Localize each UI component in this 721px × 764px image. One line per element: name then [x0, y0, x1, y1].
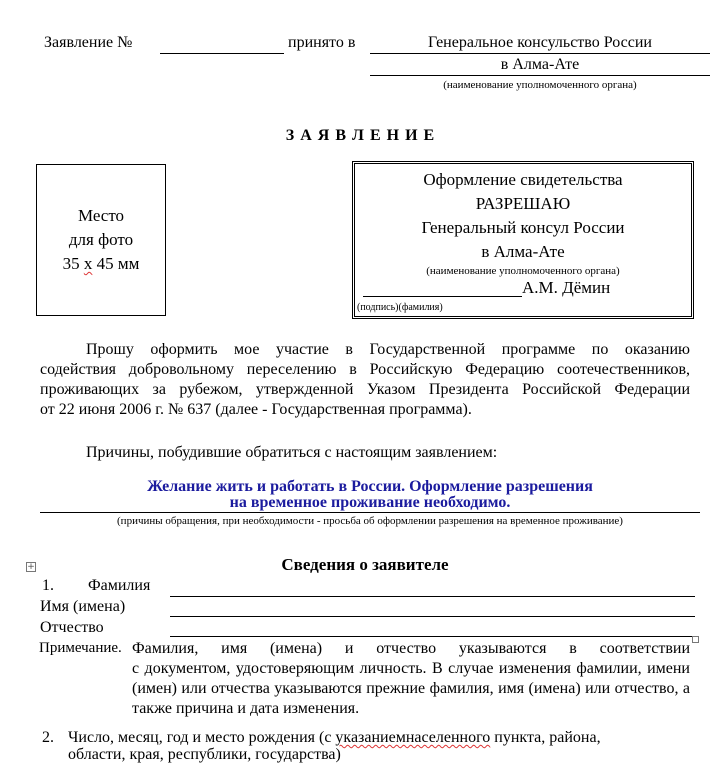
reasons-caption: (причины обращения, при необходимости - просьба об оформлении разрешения на временное проживание) — [117, 515, 623, 527]
applicant-heading: Сведения о заявителе — [281, 555, 449, 574]
stamp-consul: Генеральный консул России — [421, 218, 625, 237]
request-line2: содействия добровольному переселению в Российскую Федерацию соотечественников, — [40, 361, 690, 378]
sign-caption: (подпись)(фамилия) — [357, 302, 443, 313]
application-number-field[interactable] — [160, 53, 284, 54]
photo-placeholder — [36, 164, 166, 316]
note-line1: Фамилия, имя (имена) и отчество указываются в соответствии — [132, 640, 690, 657]
organ-name-line2: в Алма-Ате — [500, 56, 580, 73]
item2-line1: Число, месяц, год и место рождения (с указаниемнаселенного пункта, района, — [68, 729, 601, 746]
organ-underline-1 — [370, 53, 710, 54]
stamp-city: в Алма-Ате — [481, 242, 565, 261]
request-line1: Прошу оформить мое участие в Государственной программе по оказанию — [86, 341, 690, 358]
table-cell-marker — [692, 636, 699, 643]
item1-number: 1. — [42, 577, 54, 594]
photo-line2: для фото — [68, 230, 134, 249]
reasons-label: Причины, побудившие обратиться с настоящим заявлением: — [86, 444, 498, 461]
patronymic-label: Отчество — [40, 619, 104, 636]
item2-line2: области, края, республики, государства) — [68, 746, 341, 763]
item2-number: 2. — [42, 729, 54, 746]
reasons-text-line1[interactable]: Желание жить и работать в России. Оформление разрешения — [147, 478, 593, 495]
approval-stamp-box — [352, 161, 694, 319]
note-line4: также причина и дата изменения. — [132, 700, 360, 717]
note-label: Примечание. — [39, 640, 122, 656]
signature-line — [363, 296, 522, 297]
signature-name: А.М. Дёмин — [522, 278, 611, 297]
document-title: З А Я В Л Е Н И Е — [285, 127, 436, 144]
name-label: Имя (имена) — [40, 598, 126, 615]
stamp-approve: РАЗРЕШАЮ — [475, 194, 571, 213]
note-line3: (имен) или отчества указываются прежние фамилия, имя (имена) или отчество, а — [132, 680, 690, 697]
application-number-label: Заявление № — [44, 34, 133, 51]
organ-name-line1: Генеральное консульство России — [428, 34, 652, 51]
reasons-underline — [40, 512, 700, 513]
organ-caption: (наименование уполномоченного органа) — [443, 79, 637, 91]
reasons-text-line2[interactable]: на временное проживание необходимо. — [229, 494, 511, 511]
move-handle-icon[interactable]: + — [27, 562, 35, 572]
surname-field[interactable] — [170, 596, 695, 597]
stamp-caption: (наименование уполномоченного органа) — [426, 265, 620, 277]
request-line4: от 22 июня 2006 г. № 637 (далее - Государственная программа). — [40, 401, 472, 418]
accepted-in-label: принято в — [288, 34, 356, 51]
patronymic-field[interactable] — [170, 636, 695, 637]
request-line3: проживающих за рубежом, утвержденной Указом Президента Российской Федерации — [40, 381, 690, 398]
name-field[interactable] — [170, 616, 695, 617]
photo-line1: Место — [77, 206, 125, 225]
organ-underline-2 — [370, 75, 710, 76]
note-line2: с документом, удостоверяющим личность. В случае изменения фамилии, имени — [132, 660, 690, 677]
stamp-line1: Оформление свидетельства — [423, 170, 623, 189]
photo-size: 35 х 45 мм — [62, 254, 140, 273]
surname-label: Фамилия — [88, 577, 151, 594]
